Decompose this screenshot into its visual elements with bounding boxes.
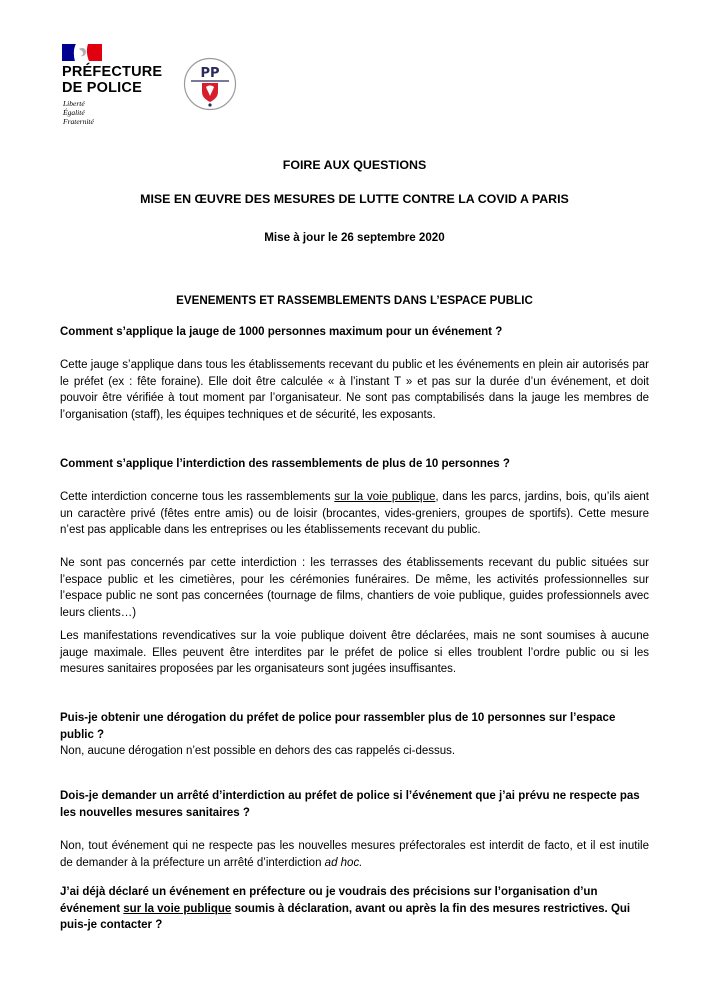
- underlined-voie-publique: sur la voie publique: [334, 491, 436, 503]
- question-5: [60, 884, 649, 934]
- question-5-text-2: soumis à déclaration, avant ou après la fin des mesures restrictives. Qui puis-je contacter ?: [60, 902, 631, 932]
- answer-2a: [60, 489, 649, 539]
- question-5-underlined: sur la voie publique: [123, 902, 232, 915]
- answer-4-text: Non, tout événement qui ne respecte pas les nouvelles mesures préfectorales est interdit de facto, et il est inutile de demander à la préfecture un arrêté d’interdiction: [60, 840, 649, 869]
- page-header: [62, 44, 662, 144]
- answer-2a-text-2: , dans les parcs, jardins, bois, qu’ils aient un caractère privé (fêtes entre amis) ou de loisir (brocantes, vides-greniers, groupes de sportifs). Cette mesure n’est pas applicable dans les entreprises ou les établissements recevant du public.: [60, 491, 649, 537]
- marianne-logo-icon: [62, 44, 102, 61]
- motto-egalite: Égalité: [63, 108, 85, 117]
- question-2: Comment s’applique l’interdiction des rassemblements de plus de 10 personnes ?: [60, 458, 510, 470]
- motto: [63, 99, 94, 126]
- question-4: Dois-je demander un arrêté d’interdiction au préfet de police si l’événement que j’ai prévu ne respecte pas les nouvelles mesures sanitaires ?: [60, 790, 640, 819]
- org-name-line1: PRÉFECTURE: [62, 64, 163, 80]
- answer-2b: Ne sont pas concernés par cette interdiction : les terrasses des établissements recevant du public situées sur l’espace public et les cimetières, pour les cérémonies funéraires. De même, les activités professionnelles sur l’espace public ne sont pas concernées (tournage de films, chantiers de voie publique, guides professionnels avec leurs clients…): [60, 557, 649, 619]
- faq-title: FOIRE AUX QUESTIONS: [282, 158, 427, 172]
- answer-2c: Les manifestations revendicatives sur la voie publique doivent être déclarées, mais ne sont soumises à aucune jauge maximale. Elles peuvent être interdites par le préfet de police si elles troublent l’ordre public ou si les mesures sanitaires proposées par les organisateurs sont jugées insuffisantes.: [60, 630, 649, 676]
- question-1: Comment s’applique la jauge de 1000 personnes maximum pour un événement ?: [60, 326, 503, 338]
- org-name-line2: DE POLICE: [62, 79, 142, 96]
- svg-text:PP: PP: [200, 66, 220, 81]
- question-3: Puis-je obtenir une dérogation du préfet de police pour rassembler plus de 10 personnes sur l’espace public ?: [60, 712, 616, 741]
- section-title: EVENEMENTS ET RASSEMBLEMENTS DANS L’ESPACE PUBLIC: [176, 294, 533, 307]
- answer-2a-text-1: Cette interdiction concerne tous les rassemblements: [60, 491, 335, 503]
- question-5-text-1: J’ai déjà déclaré un événement en préfecture ou je voudrais des précisions sur l’organisation d’un événement: [60, 886, 598, 915]
- motto-fraternite: Fraternité: [63, 117, 94, 126]
- main-title: MISE EN ŒUVRE DES MESURES DE LUTTE CONTRE LA COVID A PARIS: [140, 192, 569, 206]
- motto-liberte: Liberté: [63, 99, 85, 108]
- police-seal-icon: [183, 57, 237, 111]
- org-name: [62, 65, 162, 96]
- answer-1: Cette jauge s’applique dans tous les établissements recevant du public et les événements en plein air autorisés par le préfet (ex : fête foraine). Elle doit être calculée « à l’instant T » et pas sur la durée d’un événement, et doit pouvoir être vérifiée à tout moment par l’organisateur. Ne sont pas comptabilisés dans la jauge les membres de l’organisation (staff), les équipes techniques et de sécurité, les exposants.: [60, 359, 649, 421]
- update-date: Mise à jour le 26 septembre 2020: [264, 231, 445, 244]
- answer-3: Non, aucune dérogation n’est possible en dehors des cas rappelés ci-dessus.: [60, 745, 456, 757]
- answer-4: [60, 838, 649, 871]
- answer-4-italic: ad hoc.: [324, 856, 363, 869]
